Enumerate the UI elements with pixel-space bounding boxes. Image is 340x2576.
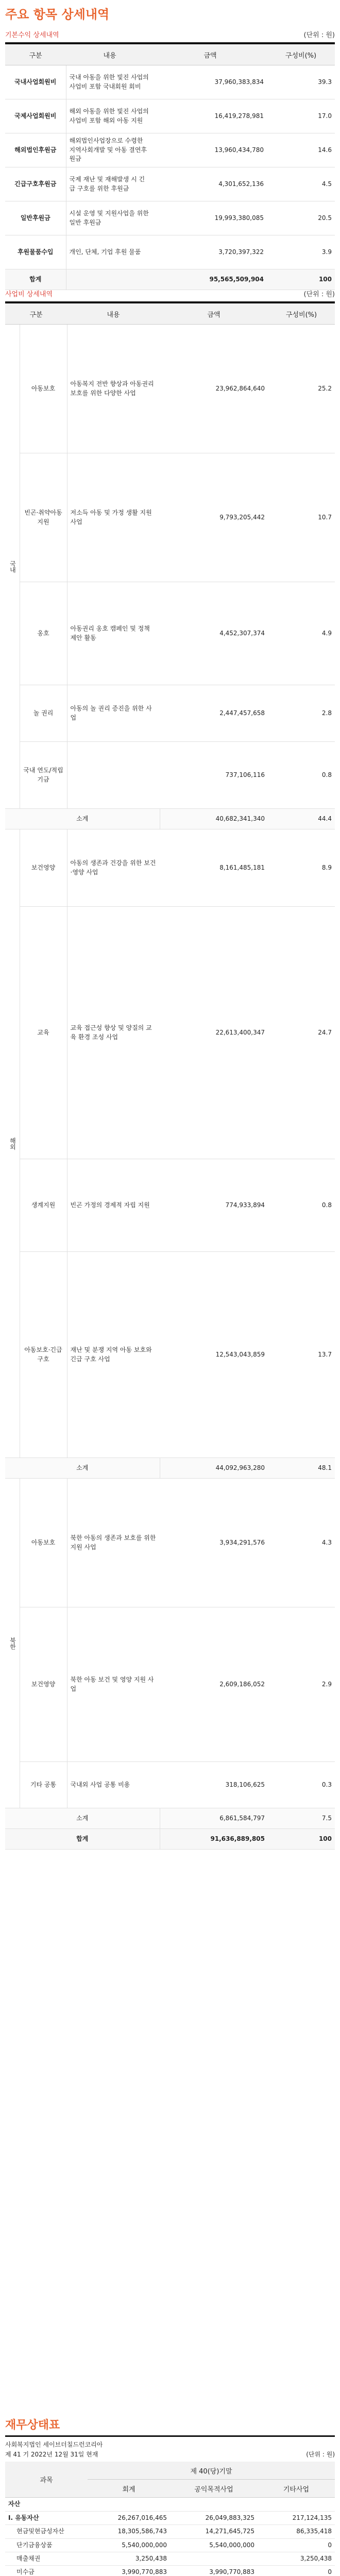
row-value bbox=[170, 2498, 258, 2511]
total-row bbox=[5, 1829, 335, 1850]
table-row bbox=[5, 2525, 335, 2538]
row-description: 아동권리 옹호 캠페인 및 정책 제안 활동 bbox=[67, 582, 160, 685]
row-value: 3,250,438 bbox=[88, 2552, 170, 2565]
row-value: 26,267,016,465 bbox=[88, 2511, 170, 2524]
subtotal-ratio: 48.1 bbox=[268, 1458, 335, 1479]
row-value: 5,540,000,000 bbox=[170, 2538, 258, 2552]
row-category: 교육 bbox=[20, 907, 67, 1159]
subsection-title: 사업비 상세내역 bbox=[5, 291, 53, 298]
expense-section bbox=[0, 289, 340, 1850]
financial-position-section bbox=[0, 2416, 340, 2576]
table-row bbox=[5, 1762, 335, 1808]
row-value bbox=[258, 2498, 335, 2511]
row-category: 옹호 bbox=[20, 582, 67, 685]
period-text: 제 41 기 2022년 12월 31일 현재 bbox=[5, 2451, 98, 2459]
row-ratio: 4.9 bbox=[268, 582, 335, 685]
row-value: 0 bbox=[258, 2566, 335, 2576]
row-ratio: 25.2 bbox=[268, 325, 335, 453]
row-amount: 16,419,278,981 bbox=[154, 99, 267, 133]
subtotal-row bbox=[5, 809, 335, 829]
row-ratio: 0.8 bbox=[268, 742, 335, 809]
row-amount: 13,960,434,780 bbox=[154, 133, 267, 167]
subtotal-amount: 6,861,584,797 bbox=[160, 1808, 268, 1829]
column-header: 회계 bbox=[88, 2480, 170, 2498]
table-row bbox=[5, 167, 335, 201]
row-value: 3,250,438 bbox=[258, 2552, 335, 2565]
row-description: 아동의 놀 권리 증진을 위한 사업 bbox=[67, 685, 160, 742]
row-category: 아동보호·긴급구호 bbox=[20, 1252, 67, 1458]
table-row bbox=[5, 1479, 335, 1607]
subsection-title: 기본수익 상세내역 bbox=[5, 31, 59, 39]
row-label: 미수금 bbox=[5, 2566, 88, 2576]
row-ratio: 24.7 bbox=[268, 907, 335, 1159]
subtotal-ratio: 44.4 bbox=[268, 809, 335, 829]
region-label: 국내 bbox=[5, 325, 20, 809]
table-row bbox=[5, 2498, 335, 2511]
row-amount: 95,565,509,904 bbox=[154, 269, 267, 290]
expense-table bbox=[5, 303, 335, 1850]
row-ratio: 20.5 bbox=[267, 201, 335, 235]
row-ratio: 3.9 bbox=[267, 235, 335, 269]
revenue-table bbox=[5, 44, 335, 290]
unit-label: (단위 : 원) bbox=[303, 31, 335, 39]
column-header: 구분 bbox=[5, 44, 66, 65]
row-description: 국제 재난 및 재해발생 시 긴급 구호를 위한 후원금 bbox=[66, 167, 154, 201]
table-row bbox=[5, 685, 335, 742]
row-label: 매출채권 bbox=[5, 2552, 88, 2565]
row-value: 26,049,883,325 bbox=[170, 2511, 258, 2524]
row-amount: 4,452,307,374 bbox=[160, 582, 268, 685]
row-description: 교육 접근성 향상 및 양질의 교육 환경 조성 사업 bbox=[67, 907, 160, 1159]
region-label: 북한 bbox=[5, 1479, 20, 1808]
subtotal-row bbox=[5, 1458, 335, 1479]
row-amount: 37,960,383,834 bbox=[154, 65, 267, 99]
total-amount: 91,636,889,805 bbox=[160, 1829, 268, 1850]
row-amount: 3,934,291,576 bbox=[160, 1479, 268, 1607]
row-value: 217,124,135 bbox=[258, 2511, 335, 2524]
row-category: 일반후원금 bbox=[5, 201, 66, 235]
row-description: 빈곤 가정의 경제적 자립 지원 bbox=[67, 1159, 160, 1252]
column-header: 구분 bbox=[5, 303, 67, 325]
row-amount: 737,106,116 bbox=[160, 742, 268, 809]
table-row bbox=[5, 2566, 335, 2576]
row-category: 긴급구호후원금 bbox=[5, 167, 66, 201]
row-ratio: 100 bbox=[267, 269, 335, 290]
section-title: 재무상태표 bbox=[5, 2419, 60, 2432]
row-amount: 774,933,894 bbox=[160, 1159, 268, 1252]
row-amount: 22,613,400,347 bbox=[160, 907, 268, 1159]
row-ratio: 8.9 bbox=[268, 829, 335, 907]
row-category: 빈곤·취약아동 지원 bbox=[20, 453, 67, 582]
subtotal-label: 소계 bbox=[5, 1458, 160, 1479]
row-category: 국제사업회원비 bbox=[5, 99, 66, 133]
column-header: 과목 bbox=[5, 2462, 88, 2498]
row-amount: 9,793,205,442 bbox=[160, 453, 268, 582]
total-ratio: 100 bbox=[268, 1829, 335, 1850]
row-ratio: 39.3 bbox=[267, 65, 335, 99]
row-description: 저소득 아동 및 가정 생활 지원 사업 bbox=[67, 453, 160, 582]
subtotal-amount: 44,092,963,280 bbox=[160, 1458, 268, 1479]
table-row bbox=[5, 453, 335, 582]
row-amount: 12,543,043,859 bbox=[160, 1252, 268, 1458]
column-header: 내용 bbox=[67, 303, 160, 325]
subtotal-label: 소계 bbox=[5, 809, 160, 829]
row-category: 아동보호 bbox=[20, 325, 67, 453]
subtotal-amount: 40,682,341,340 bbox=[160, 809, 268, 829]
row-ratio: 0.8 bbox=[268, 1159, 335, 1252]
row-ratio: 4.5 bbox=[267, 167, 335, 201]
row-description: 국내외 사업 공통 비용 bbox=[67, 1762, 160, 1808]
row-label: Ⅰ. 유동자산 bbox=[5, 2511, 88, 2524]
row-amount: 3,720,397,322 bbox=[154, 235, 267, 269]
row-ratio: 2.9 bbox=[268, 1607, 335, 1762]
row-ratio: 2.8 bbox=[268, 685, 335, 742]
row-amount: 23,962,864,640 bbox=[160, 325, 268, 453]
unit-label: (단위 : 원) bbox=[306, 2451, 335, 2459]
column-header: 내용 bbox=[66, 44, 154, 65]
row-category: 보건영양 bbox=[20, 1607, 67, 1762]
row-description: 국내 아동을 위한 빛진 사업의 사업비 포함 국내회원 회비 bbox=[66, 65, 154, 99]
row-category: 후원물품수입 bbox=[5, 235, 66, 269]
row-value: 3,990,770,883 bbox=[170, 2566, 258, 2576]
row-amount: 19,993,380,085 bbox=[154, 201, 267, 235]
row-ratio: 0.3 bbox=[268, 1762, 335, 1808]
subtotal-label: 소계 bbox=[5, 1808, 160, 1829]
row-category: 놀 권리 bbox=[20, 685, 67, 742]
row-category: 생계지원 bbox=[20, 1159, 67, 1252]
row-category: 국내사업회원비 bbox=[5, 65, 66, 99]
table-row bbox=[5, 582, 335, 685]
table-row bbox=[5, 2538, 335, 2552]
row-description: 시설 운영 및 지원사업을 위한 일반 후원금 bbox=[66, 201, 154, 235]
column-header: 기타사업 bbox=[258, 2480, 335, 2498]
table-row bbox=[5, 2511, 335, 2524]
row-description: 아동의 생존과 건강을 위한 보건·영양 사업 bbox=[67, 829, 160, 907]
row-ratio: 14.6 bbox=[267, 133, 335, 167]
subtotal-row bbox=[5, 1808, 335, 1829]
row-ratio: 13.7 bbox=[268, 1252, 335, 1458]
row-category: 아동보호 bbox=[20, 1479, 67, 1607]
row-ratio: 4.3 bbox=[268, 1479, 335, 1607]
row-ratio: 10.7 bbox=[268, 453, 335, 582]
row-value: 5,540,000,000 bbox=[88, 2538, 170, 2552]
revenue-section bbox=[0, 4, 340, 290]
row-category: 국내 연도/적립 기금 bbox=[20, 742, 67, 809]
period-header: 제 40(당)기말 bbox=[88, 2462, 335, 2480]
section-title: 주요 항목 상세내역 bbox=[5, 7, 110, 22]
row-category: 해외법인후원금 bbox=[5, 133, 66, 167]
column-header: 공익목적사업 bbox=[170, 2480, 258, 2498]
row-category: 합계 bbox=[5, 269, 66, 290]
table-row bbox=[5, 65, 335, 99]
column-header: 구성비(%) bbox=[268, 303, 335, 325]
table-row bbox=[5, 829, 335, 907]
row-label: 단기금융상품 bbox=[5, 2538, 88, 2552]
row-description: 해외법인사업장으로 수령한 지역사회개발 및 아동 결연후원금 bbox=[66, 133, 154, 167]
row-amount: 318,106,625 bbox=[160, 1762, 268, 1808]
row-description: 북한 아동 보건 및 영양 지원 사업 bbox=[67, 1607, 160, 1762]
column-header: 구성비(%) bbox=[267, 44, 335, 65]
financial-position-table bbox=[5, 2462, 335, 2576]
table-row bbox=[5, 2552, 335, 2565]
table-row bbox=[5, 269, 335, 290]
row-category: 보건영양 bbox=[20, 829, 67, 907]
row-description: 북한 아동의 생존과 보호를 위한 지원 사업 bbox=[67, 1479, 160, 1607]
column-header: 금액 bbox=[154, 44, 267, 65]
row-value bbox=[88, 2498, 170, 2511]
row-description: 아동복지 전반 향상과 아동권리 보호를 위한 다양한 사업 bbox=[67, 325, 160, 453]
divider bbox=[5, 2435, 335, 2437]
row-amount: 2,609,186,052 bbox=[160, 1607, 268, 1762]
row-label: 자산 bbox=[5, 2498, 88, 2511]
row-value bbox=[170, 2552, 258, 2565]
org-name: 사회복지법인 세이브더칠드런코리아 bbox=[5, 2441, 103, 2448]
table-row bbox=[5, 1159, 335, 1252]
table-row bbox=[5, 235, 335, 269]
table-row bbox=[5, 907, 335, 1159]
row-description bbox=[67, 742, 160, 809]
row-amount: 8,161,485,181 bbox=[160, 829, 268, 907]
subtotal-ratio: 7.5 bbox=[268, 1808, 335, 1829]
row-category: 기타 공통 bbox=[20, 1762, 67, 1808]
row-value: 18,305,586,743 bbox=[88, 2525, 170, 2538]
row-description bbox=[66, 269, 154, 290]
region-label: 해외 bbox=[5, 829, 20, 1458]
row-value: 0 bbox=[258, 2538, 335, 2552]
table-row bbox=[5, 1607, 335, 1762]
table-row bbox=[5, 133, 335, 167]
total-label: 합계 bbox=[5, 1829, 160, 1850]
table-row bbox=[5, 325, 335, 453]
row-amount: 2,447,457,658 bbox=[160, 685, 268, 742]
table-row bbox=[5, 1252, 335, 1458]
row-value: 86,335,418 bbox=[258, 2525, 335, 2538]
unit-label: (단위 : 원) bbox=[303, 291, 335, 298]
table-row bbox=[5, 742, 335, 809]
row-label: 현금및현금성자산 bbox=[5, 2525, 88, 2538]
row-value: 3,990,770,883 bbox=[88, 2566, 170, 2576]
row-description: 개인, 단체, 기업 후원 물품 bbox=[66, 235, 154, 269]
table-row bbox=[5, 99, 335, 133]
row-description: 해외 아동을 위한 빛진 사업의 사업비 포함 해외 아동 지원 bbox=[66, 99, 154, 133]
table-row bbox=[5, 201, 335, 235]
row-value: 14,271,645,725 bbox=[170, 2525, 258, 2538]
row-ratio: 17.0 bbox=[267, 99, 335, 133]
column-header: 금액 bbox=[160, 303, 268, 325]
row-description: 재난 및 분쟁 지역 아동 보호와 긴급 구호 사업 bbox=[67, 1252, 160, 1458]
row-amount: 4,301,652,136 bbox=[154, 167, 267, 201]
